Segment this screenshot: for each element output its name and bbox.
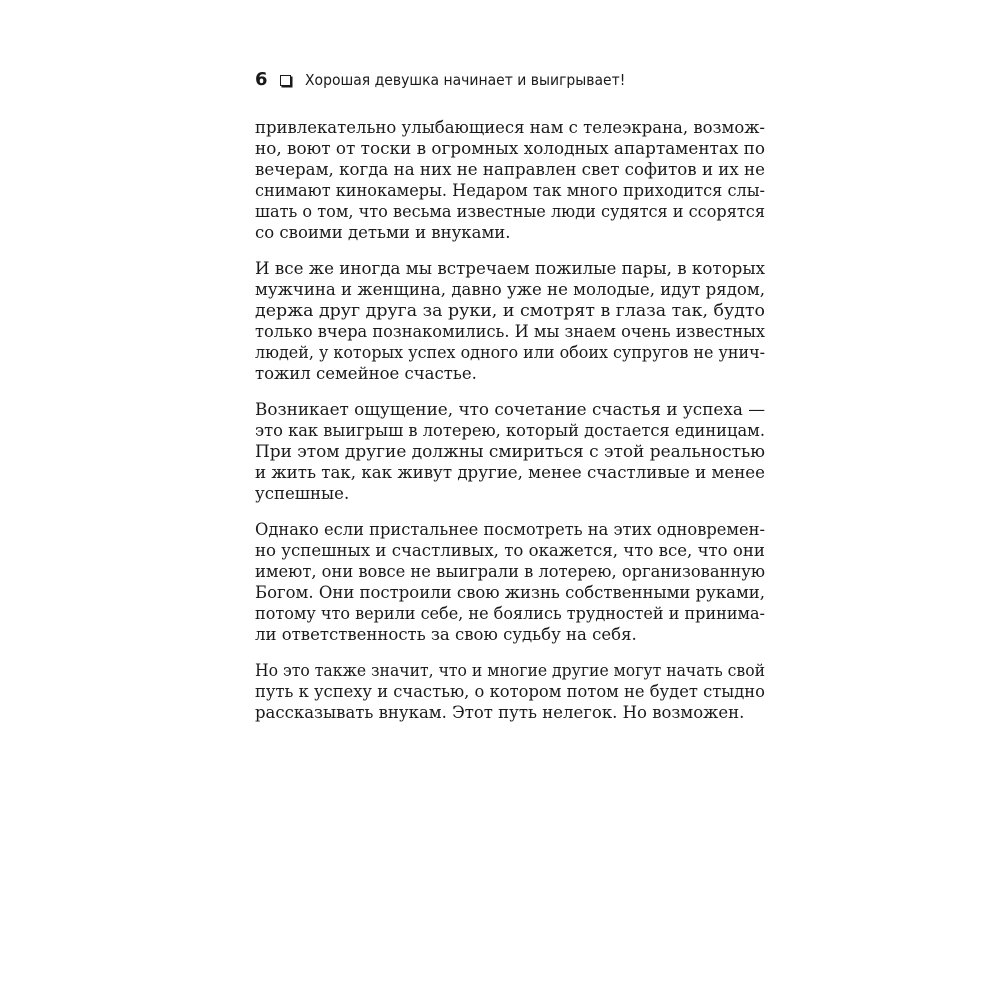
text-line: но, воют от тоски в огромных холодных апартаментах по	[255, 139, 766, 158]
text-line: вечерам, когда на них не направлен свет софитов и их не	[255, 160, 765, 179]
paragraph	[255, 399, 765, 504]
body-text	[255, 117, 765, 723]
text-line: Возникает ощущение, что сочетание счастья и успеха —	[255, 400, 766, 419]
text-line: успешные.	[255, 484, 350, 503]
text-line: ли ответственность за свою судьбу на себя.	[255, 625, 637, 644]
paragraph	[255, 519, 765, 645]
text-line: привлекательно улыбающиеся нам с телеэкрана, возмож-	[255, 118, 765, 137]
text-line: шать о том, что весьма известные люди судятся и ссорятся	[255, 202, 765, 221]
paragraph	[255, 258, 765, 384]
text-line: это как выигрыш в лотерею, который достается единицам.	[255, 421, 766, 440]
text-line: При этом другие должны смириться с этой реальностью	[255, 442, 765, 461]
text-line: И все же иногда мы встречаем пожилые пары, в которых	[255, 259, 766, 278]
running-header	[255, 60, 765, 100]
text-line: имеют, они вовсе не выиграли в лотерею, организованную	[255, 562, 766, 581]
text-line: тожил семейное счастье.	[255, 364, 477, 383]
text-line: и жить так, как живут другие, менее счастливые и менее	[255, 463, 765, 482]
paragraph	[255, 660, 765, 723]
text-line: людей, у которых успех одного или обоих супругов не унич-	[255, 343, 766, 362]
text-line: Но это также значит, что и многие другие могут начать свой	[255, 661, 766, 680]
square-bullet-icon	[280, 75, 291, 86]
text-line: снимают кинокамеры. Недаром так много приходится слы-	[255, 181, 766, 200]
page-number: 6	[255, 69, 268, 90]
paragraph	[255, 117, 765, 243]
text-line: но успешных и счастливых, то окажется, что все, что они	[255, 541, 765, 560]
text-line: мужчина и женщина, давно уже не молодые, идут рядом,	[255, 280, 766, 299]
text-line: Однако если пристальнее посмотреть на этих одновремен-	[255, 520, 766, 539]
text-line: держа друг друга за руки, и смотрят в глаза так, будто	[255, 301, 765, 320]
text-line: Богом. Они построили свою жизнь собственными руками,	[255, 583, 765, 602]
text-line: со своими детьми и внуками.	[255, 223, 511, 242]
text-line: только вчера познакомились. И мы знаем очень известных	[255, 322, 765, 341]
text-line: потому что верили себе, не боялись трудностей и принима-	[255, 604, 765, 623]
book-title: Хорошая девушка начинает и выигрывает!	[304, 70, 625, 89]
text-line: путь к успеху и счастью, о котором потом не будет стыдно	[255, 682, 765, 701]
book-page	[255, 60, 765, 738]
text-line: рассказывать внукам. Этот путь нелегок. Но возможен.	[255, 703, 745, 722]
